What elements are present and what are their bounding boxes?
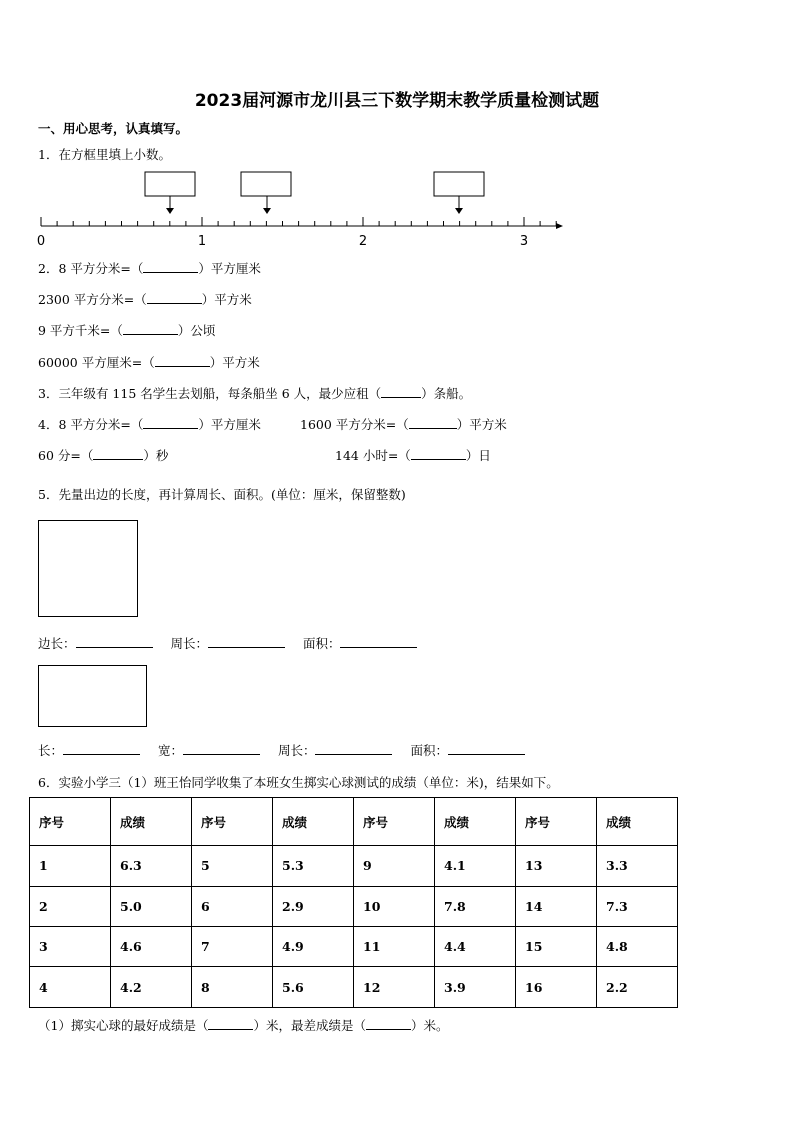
question-2-line-4: 60000 平方厘米=（ ）平方米	[38, 355, 260, 370]
answer-blank[interactable]	[143, 261, 198, 273]
table-cell: 7.8	[435, 886, 516, 926]
answer-blank[interactable]	[155, 355, 210, 367]
arrow-head-2	[263, 208, 271, 214]
question-2-line-2: 2300 平方分米=（ ）平方米	[38, 292, 252, 307]
axis-ticks	[41, 217, 556, 226]
perimeter-blank[interactable]	[315, 743, 392, 755]
header-cell: 序号	[192, 798, 273, 846]
table-cell: 2.2	[597, 967, 678, 1008]
answer-box-3[interactable]	[434, 172, 484, 196]
table-cell: 5.6	[273, 967, 354, 1008]
header-cell: 成绩	[273, 798, 354, 846]
question-4-d: 144 小时=（ ）日	[335, 448, 491, 463]
table-cell: 2	[30, 886, 111, 926]
table-cell: 3	[30, 927, 111, 967]
table-cell: 14	[516, 886, 597, 926]
table-cell: 4.6	[111, 927, 192, 967]
length-blank[interactable]	[63, 743, 140, 755]
answer-blank[interactable]	[123, 323, 178, 335]
table-cell: 12	[354, 967, 435, 1008]
answer-blank[interactable]	[147, 292, 202, 304]
table-cell: 8	[192, 967, 273, 1008]
question-4-b: 1600 平方分米=（ ）平方米	[300, 417, 507, 432]
table-cell: 15	[516, 927, 597, 967]
question-4-a: 4．8 平方分米=（ ）平方厘米	[38, 417, 261, 432]
question-2-line-1: 2．8 平方分米=（ ）平方厘米	[38, 261, 261, 276]
page-title: 2023届河源市龙川县三下数学期末教学质量检测试题	[194, 91, 600, 111]
number-line	[34, 168, 574, 250]
question-6-text: 6．实验小学三（1）班王怡同学收集了本班女生掷实心球测试的成绩（单位：米)，结果如下。	[38, 775, 559, 790]
area-blank[interactable]	[448, 743, 525, 755]
header-cell: 成绩	[111, 798, 192, 846]
axis-label-3: 3	[519, 234, 529, 249]
header-cell: 序号	[354, 798, 435, 846]
axis-label-0: 0	[36, 234, 46, 249]
perimeter-blank[interactable]	[208, 636, 285, 648]
square-answers: 边长： 周长： 面积：	[38, 636, 417, 652]
pointer-arrows	[170, 196, 459, 211]
table-cell: 16	[516, 967, 597, 1008]
table-cell: 9	[354, 846, 435, 886]
area-blank[interactable]	[340, 636, 417, 648]
table-cell: 6.3	[111, 846, 192, 886]
rectangle-figure	[38, 665, 147, 727]
table-cell: 6	[192, 886, 273, 926]
table-cell: 4.4	[435, 927, 516, 967]
answer-blank[interactable]	[409, 417, 457, 429]
header-cell: 成绩	[435, 798, 516, 846]
table-cell: 11	[354, 927, 435, 967]
answer-boxes	[145, 172, 484, 196]
question-2-line-3: 9 平方千米=（ ）公顷	[38, 323, 216, 338]
question-1-text: 1．在方框里填上小数。	[38, 147, 171, 162]
answer-blank[interactable]	[143, 417, 198, 429]
table-row	[30, 846, 678, 886]
table-cell: 4.1	[435, 846, 516, 886]
question-5-text: 5．先量出边的长度，再计算周长、面积。(单位：厘米，保留整数)	[38, 487, 406, 502]
section-heading: 一、用心思考，认真填写。	[38, 121, 189, 136]
table-cell: 10	[354, 886, 435, 926]
table-row	[30, 886, 678, 926]
table-cell: 5.3	[273, 846, 354, 886]
table-cell: 13	[516, 846, 597, 886]
table-cell: 4	[30, 967, 111, 1008]
table-cell: 5	[192, 846, 273, 886]
table-cell: 3.9	[435, 967, 516, 1008]
scores-table	[29, 797, 678, 1008]
table-header-row	[30, 798, 678, 846]
side-length-blank[interactable]	[76, 636, 153, 648]
header-cell: 成绩	[597, 798, 678, 846]
question-3: 3．三年级有 115 名学生去划船，每条船坐 6 人，最少应租（ ）条船。	[38, 386, 472, 401]
answer-blank[interactable]	[411, 448, 466, 460]
answer-box-1[interactable]	[145, 172, 195, 196]
axis-arrow	[556, 223, 563, 229]
table-cell: 5.0	[111, 886, 192, 926]
answer-box-2[interactable]	[241, 172, 291, 196]
arrow-head-1	[166, 208, 174, 214]
answer-blank[interactable]	[381, 386, 421, 398]
question-6-sub-1: （1）掷实心球的最好成绩是（ ）米，最差成绩是（ ）米。	[38, 1018, 449, 1033]
table-cell: 4.8	[597, 927, 678, 967]
best-score-blank[interactable]	[208, 1018, 253, 1030]
square-figure	[38, 520, 138, 617]
worst-score-blank[interactable]	[366, 1018, 411, 1030]
table-cell: 3.3	[597, 846, 678, 886]
axis-label-1: 1	[197, 234, 207, 249]
table-row	[30, 927, 678, 967]
header-cell: 序号	[516, 798, 597, 846]
answer-blank[interactable]	[93, 448, 143, 460]
arrow-head-3	[455, 208, 463, 214]
table-cell: 2.9	[273, 886, 354, 926]
table-cell: 4.9	[273, 927, 354, 967]
table-cell: 4.2	[111, 967, 192, 1008]
header-cell: 序号	[30, 798, 111, 846]
question-4-c: 60 分=（ ）秒	[38, 448, 169, 463]
table-cell: 7.3	[597, 886, 678, 926]
axis-label-2: 2	[358, 234, 368, 249]
table-cell: 7	[192, 927, 273, 967]
width-blank[interactable]	[183, 743, 260, 755]
table-row	[30, 967, 678, 1008]
table-cell: 1	[30, 846, 111, 886]
rectangle-answers: 长： 宽： 周长： 面积：	[38, 743, 525, 759]
